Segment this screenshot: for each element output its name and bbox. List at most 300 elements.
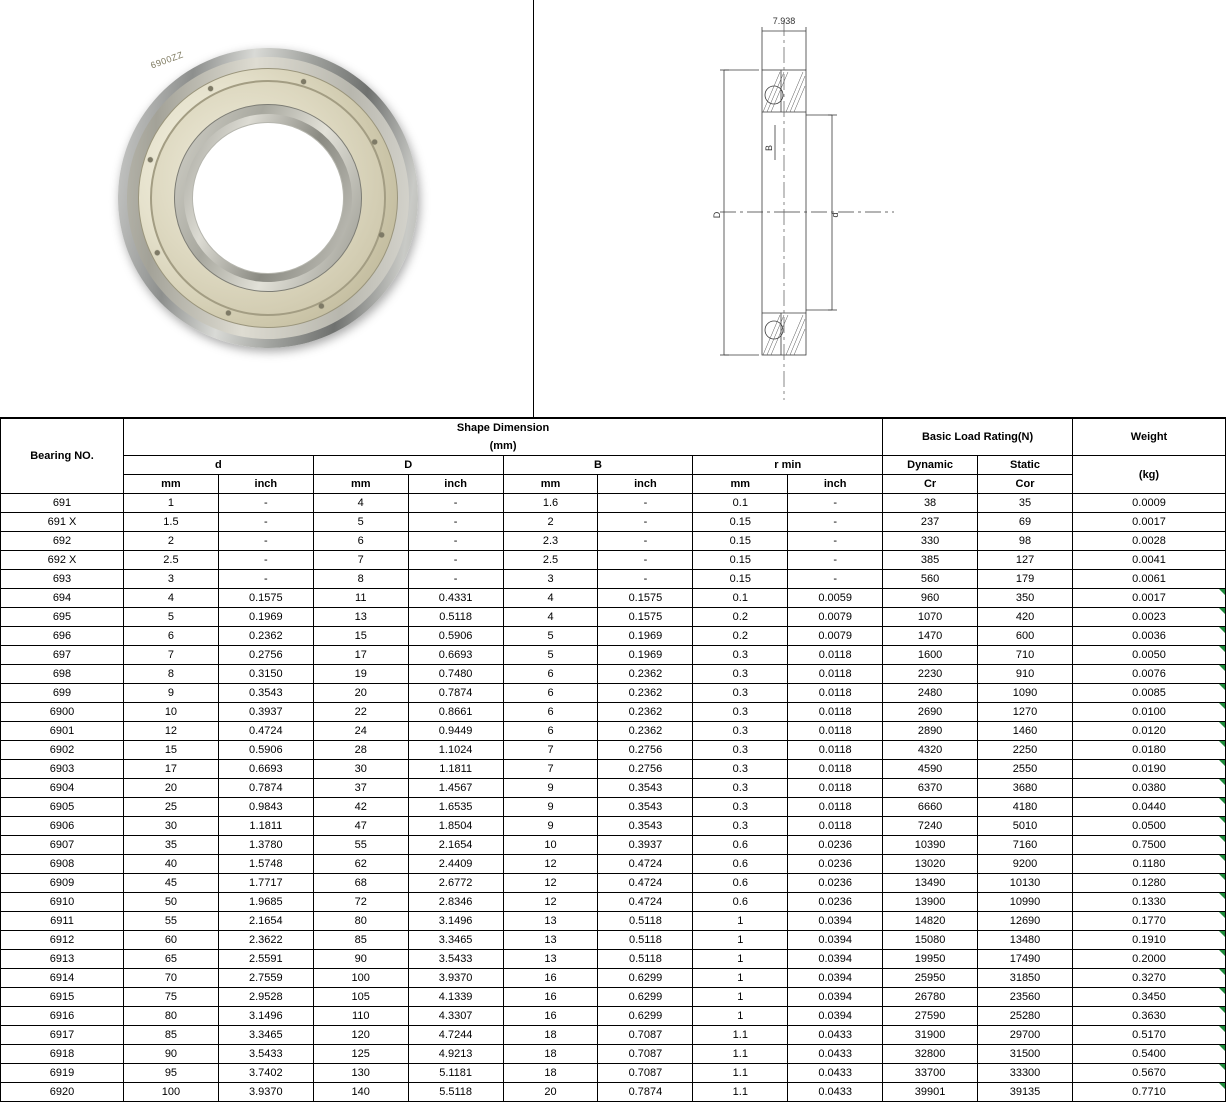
cell-d-inch: 0.1575: [218, 589, 313, 608]
illustration-area: [0, 0, 1226, 418]
cell-weight-kg: 0.1910: [1073, 931, 1226, 950]
cell-static-cor: 420: [978, 608, 1073, 627]
cell-r-mm: 0.6: [693, 874, 788, 893]
cell-D-inch: 1.4567: [408, 779, 503, 798]
cell-r-mm: 0.3: [693, 684, 788, 703]
cell-static-cor: 4180: [978, 798, 1073, 817]
cell-d-inch: -: [218, 532, 313, 551]
cell-D-inch: 3.1496: [408, 912, 503, 931]
cell-weight-kg: 0.3270: [1073, 969, 1226, 988]
cell-B-inch: 0.5118: [598, 912, 693, 931]
cell-d-inch: 0.9843: [218, 798, 313, 817]
cell-weight-kg: 0.0017: [1073, 513, 1226, 532]
cell-d-inch: -: [218, 513, 313, 532]
cell-d-inch: 0.7874: [218, 779, 313, 798]
cell-weight-kg: 0.0076: [1073, 665, 1226, 684]
cell-weight-kg: 0.0085: [1073, 684, 1226, 703]
cell-static-cor: 910: [978, 665, 1073, 684]
bearing-photo: [66, 0, 469, 400]
cell-bearing-no: 6903: [1, 760, 124, 779]
cell-dynamic-cr: 38: [883, 494, 978, 513]
cell-static-cor: 12690: [978, 912, 1073, 931]
cell-bearing-no: 6911: [1, 912, 124, 931]
cell-bearing-no: 6913: [1, 950, 124, 969]
cell-weight-kg: 0.7500: [1073, 836, 1226, 855]
table-row: [1, 627, 1226, 646]
cell-r-mm: 0.1: [693, 494, 788, 513]
header-B-mm: mm: [503, 475, 598, 494]
cell-weight-kg: 0.0440: [1073, 798, 1226, 817]
cell-D-inch: -: [408, 494, 503, 513]
cell-static-cor: 2550: [978, 760, 1073, 779]
cell-dynamic-cr: 2690: [883, 703, 978, 722]
cell-d-mm: 17: [124, 760, 219, 779]
header-weight-unit: (kg): [1073, 456, 1226, 494]
cell-dynamic-cr: 385: [883, 551, 978, 570]
cell-bearing-no: 6900: [1, 703, 124, 722]
cell-D-inch: 4.9213: [408, 1045, 503, 1064]
cell-D-inch: 3.9370: [408, 969, 503, 988]
cell-D-inch: 4.7244: [408, 1026, 503, 1045]
cell-static-cor: 127: [978, 551, 1073, 570]
cell-d-inch: 0.3150: [218, 665, 313, 684]
cell-weight-kg: 0.7710: [1073, 1083, 1226, 1102]
cell-B-mm: 13: [503, 931, 598, 950]
table-row: [1, 817, 1226, 836]
table-body: [1, 494, 1226, 1102]
cell-weight-kg: 0.0190: [1073, 760, 1226, 779]
cell-bearing-no: 691: [1, 494, 124, 513]
cell-B-mm: 5: [503, 646, 598, 665]
table-row: [1, 608, 1226, 627]
cell-r-mm: 0.3: [693, 779, 788, 798]
cell-dynamic-cr: 1470: [883, 627, 978, 646]
header-shape-dimension-unit: (mm): [489, 440, 517, 452]
cell-bearing-no: 692 X: [1, 551, 124, 570]
table-row: [1, 1007, 1226, 1026]
cell-B-inch: 0.5118: [598, 950, 693, 969]
cell-d-mm: 3: [124, 570, 219, 589]
cell-B-mm: 16: [503, 988, 598, 1007]
cross-section-drawing: [534, 0, 1226, 417]
cell-static-cor: 98: [978, 532, 1073, 551]
cell-bearing-no: 6908: [1, 855, 124, 874]
cell-r-mm: 0.1: [693, 589, 788, 608]
cell-D-inch: 2.6772: [408, 874, 503, 893]
cell-r-inch: 0.0118: [788, 703, 883, 722]
cell-r-inch: 0.0079: [788, 627, 883, 646]
cell-D-mm: 24: [313, 722, 408, 741]
cell-weight-kg: 0.0050: [1073, 646, 1226, 665]
table-row: [1, 741, 1226, 760]
cell-r-inch: 0.0236: [788, 893, 883, 912]
cell-r-mm: 1: [693, 1007, 788, 1026]
specification-table: [0, 418, 1226, 1102]
cell-D-mm: 140: [313, 1083, 408, 1102]
cell-B-inch: 0.1969: [598, 627, 693, 646]
table-row: [1, 589, 1226, 608]
cell-B-mm: 18: [503, 1045, 598, 1064]
cell-B-inch: 0.4724: [598, 855, 693, 874]
cell-bearing-no: 699: [1, 684, 124, 703]
cell-dynamic-cr: 960: [883, 589, 978, 608]
cell-static-cor: 2250: [978, 741, 1073, 760]
cell-B-mm: 6: [503, 684, 598, 703]
cell-d-inch: 2.5591: [218, 950, 313, 969]
table-row: [1, 646, 1226, 665]
cell-D-mm: 17: [313, 646, 408, 665]
cell-d-mm: 70: [124, 969, 219, 988]
cell-static-cor: 1460: [978, 722, 1073, 741]
cell-static-cor: 10990: [978, 893, 1073, 912]
cell-D-inch: -: [408, 532, 503, 551]
table-row: [1, 513, 1226, 532]
cell-d-mm: 75: [124, 988, 219, 1007]
table-row: [1, 950, 1226, 969]
cell-B-inch: -: [598, 513, 693, 532]
cell-D-mm: 62: [313, 855, 408, 874]
cell-B-inch: 0.5118: [598, 931, 693, 950]
cell-static-cor: 710: [978, 646, 1073, 665]
cell-d-mm: 80: [124, 1007, 219, 1026]
cell-r-mm: 1.1: [693, 1083, 788, 1102]
cell-B-inch: 0.3543: [598, 817, 693, 836]
cell-B-inch: 0.2362: [598, 722, 693, 741]
cell-weight-kg: 0.0009: [1073, 494, 1226, 513]
cell-D-mm: 13: [313, 608, 408, 627]
header-shape-dimension: [124, 419, 883, 456]
cell-B-inch: 0.2756: [598, 760, 693, 779]
cell-dynamic-cr: 39901: [883, 1083, 978, 1102]
cell-r-mm: 0.3: [693, 760, 788, 779]
cell-r-inch: 0.0433: [788, 1064, 883, 1083]
cell-D-inch: 4.3307: [408, 1007, 503, 1026]
outer-diameter-label: D: [712, 211, 722, 219]
cell-dynamic-cr: 2480: [883, 684, 978, 703]
cell-dynamic-cr: 10390: [883, 836, 978, 855]
cell-bearing-no: 693: [1, 570, 124, 589]
bearing-marking: 6900ZZ: [149, 49, 185, 71]
cell-B-inch: 0.3937: [598, 836, 693, 855]
cell-static-cor: 1090: [978, 684, 1073, 703]
cell-dynamic-cr: 27590: [883, 1007, 978, 1026]
cell-dynamic-cr: 14820: [883, 912, 978, 931]
cell-r-inch: 0.0433: [788, 1026, 883, 1045]
cell-r-inch: 0.0118: [788, 665, 883, 684]
cell-D-mm: 37: [313, 779, 408, 798]
cell-static-cor: 600: [978, 627, 1073, 646]
cell-weight-kg: 0.5170: [1073, 1026, 1226, 1045]
cell-D-mm: 22: [313, 703, 408, 722]
cell-d-mm: 2: [124, 532, 219, 551]
table-row: [1, 722, 1226, 741]
cell-dynamic-cr: 32800: [883, 1045, 978, 1064]
cell-r-mm: 0.3: [693, 798, 788, 817]
cell-d-mm: 10: [124, 703, 219, 722]
cell-D-inch: 3.3465: [408, 931, 503, 950]
cell-r-mm: 0.3: [693, 665, 788, 684]
cell-r-inch: 0.0236: [788, 855, 883, 874]
cell-r-inch: -: [788, 494, 883, 513]
cell-d-inch: 3.9370: [218, 1083, 313, 1102]
header-D-mm: mm: [313, 475, 408, 494]
cell-r-mm: 1: [693, 950, 788, 969]
header-D-inch: inch: [408, 475, 503, 494]
cell-d-mm: 65: [124, 950, 219, 969]
cell-d-inch: 3.3465: [218, 1026, 313, 1045]
cell-d-mm: 55: [124, 912, 219, 931]
cell-d-mm: 95: [124, 1064, 219, 1083]
table-row: [1, 1083, 1226, 1102]
cell-D-inch: 0.7480: [408, 665, 503, 684]
header-weight: Weight: [1073, 419, 1226, 456]
cell-D-inch: 0.5906: [408, 627, 503, 646]
cell-B-mm: 16: [503, 969, 598, 988]
cell-weight-kg: 0.0017: [1073, 589, 1226, 608]
header-B: B: [503, 456, 693, 475]
cell-B-mm: 12: [503, 874, 598, 893]
cell-d-mm: 85: [124, 1026, 219, 1045]
cell-d-inch: 0.1969: [218, 608, 313, 627]
cell-B-mm: 6: [503, 703, 598, 722]
cell-r-inch: 0.0118: [788, 817, 883, 836]
cell-static-cor: 31850: [978, 969, 1073, 988]
cell-d-mm: 90: [124, 1045, 219, 1064]
cell-bearing-no: 6906: [1, 817, 124, 836]
cell-static-cor: 7160: [978, 836, 1073, 855]
cell-d-mm: 1.5: [124, 513, 219, 532]
cell-bearing-no: 6905: [1, 798, 124, 817]
header-r-min: r min: [693, 456, 883, 475]
cell-B-mm: 13: [503, 912, 598, 931]
cell-D-mm: 19: [313, 665, 408, 684]
cell-r-mm: 0.3: [693, 703, 788, 722]
cell-weight-kg: 0.0023: [1073, 608, 1226, 627]
table-row: [1, 798, 1226, 817]
cell-bearing-no: 6919: [1, 1064, 124, 1083]
cell-d-mm: 1: [124, 494, 219, 513]
cell-static-cor: 39135: [978, 1083, 1073, 1102]
cell-B-mm: 18: [503, 1064, 598, 1083]
cell-weight-kg: 0.5400: [1073, 1045, 1226, 1064]
cell-D-inch: -: [408, 570, 503, 589]
cell-bearing-no: 6909: [1, 874, 124, 893]
cell-D-mm: 80: [313, 912, 408, 931]
cell-D-mm: 100: [313, 969, 408, 988]
cell-static-cor: 9200: [978, 855, 1073, 874]
cell-static-cor: 350: [978, 589, 1073, 608]
cell-r-inch: 0.0394: [788, 969, 883, 988]
cell-D-inch: 3.5433: [408, 950, 503, 969]
cell-D-inch: 2.4409: [408, 855, 503, 874]
cell-static-cor: 1270: [978, 703, 1073, 722]
cell-r-mm: 0.2: [693, 627, 788, 646]
cell-weight-kg: 0.0028: [1073, 532, 1226, 551]
cell-bearing-no: 6916: [1, 1007, 124, 1026]
cell-B-inch: -: [598, 551, 693, 570]
header-static: Static: [978, 456, 1073, 475]
table-row: [1, 665, 1226, 684]
header-d: d: [124, 456, 314, 475]
cell-B-mm: 9: [503, 798, 598, 817]
cell-D-inch: 0.4331: [408, 589, 503, 608]
cell-d-inch: 0.3543: [218, 684, 313, 703]
cell-r-inch: 0.0079: [788, 608, 883, 627]
cell-weight-kg: 0.0100: [1073, 703, 1226, 722]
cell-d-mm: 4: [124, 589, 219, 608]
cell-D-mm: 105: [313, 988, 408, 1007]
cell-r-inch: 0.0433: [788, 1045, 883, 1064]
cell-B-inch: 0.6299: [598, 969, 693, 988]
header-bearing-no: Bearing NO.: [1, 419, 124, 494]
cell-D-mm: 15: [313, 627, 408, 646]
cell-D-mm: 4: [313, 494, 408, 513]
cell-B-mm: 2.5: [503, 551, 598, 570]
cell-bearing-no: 6920: [1, 1083, 124, 1102]
cell-d-mm: 6: [124, 627, 219, 646]
cell-r-inch: 0.0394: [788, 1007, 883, 1026]
table-header-row-3: [1, 475, 1226, 494]
cell-D-mm: 11: [313, 589, 408, 608]
cell-d-inch: 2.1654: [218, 912, 313, 931]
table-row: [1, 1045, 1226, 1064]
inner-diameter-label: d: [830, 212, 840, 218]
cell-B-inch: -: [598, 532, 693, 551]
cell-d-mm: 30: [124, 817, 219, 836]
cell-d-inch: 3.1496: [218, 1007, 313, 1026]
cell-r-inch: 0.0118: [788, 646, 883, 665]
cell-D-mm: 120: [313, 1026, 408, 1045]
cell-d-mm: 100: [124, 1083, 219, 1102]
cell-r-mm: 0.2: [693, 608, 788, 627]
cell-B-mm: 9: [503, 817, 598, 836]
cell-r-mm: 0.3: [693, 817, 788, 836]
cell-bearing-no: 696: [1, 627, 124, 646]
table-header-row-2: [1, 456, 1226, 475]
cell-d-mm: 15: [124, 741, 219, 760]
table-row: [1, 836, 1226, 855]
cell-B-inch: 0.1969: [598, 646, 693, 665]
cell-d-inch: 3.7402: [218, 1064, 313, 1083]
header-D: D: [313, 456, 503, 475]
cell-d-mm: 12: [124, 722, 219, 741]
cell-D-mm: 72: [313, 893, 408, 912]
cell-weight-kg: 0.3450: [1073, 988, 1226, 1007]
cell-B-mm: 3: [503, 570, 598, 589]
width-label: B: [764, 144, 774, 152]
cell-static-cor: 29700: [978, 1026, 1073, 1045]
header-d-mm: mm: [124, 475, 219, 494]
cell-static-cor: 13480: [978, 931, 1073, 950]
cell-r-inch: 0.0118: [788, 798, 883, 817]
cell-bearing-no: 694: [1, 589, 124, 608]
cell-D-mm: 5: [313, 513, 408, 532]
top-dimension-label: 7.938: [772, 16, 796, 26]
cell-B-inch: 0.6299: [598, 1007, 693, 1026]
cell-D-mm: 90: [313, 950, 408, 969]
cell-B-mm: 5: [503, 627, 598, 646]
cell-r-mm: 0.15: [693, 532, 788, 551]
cell-D-inch: 1.6535: [408, 798, 503, 817]
cell-r-mm: 1: [693, 988, 788, 1007]
cell-d-mm: 50: [124, 893, 219, 912]
cell-r-mm: 1.1: [693, 1045, 788, 1064]
cell-B-inch: 0.4724: [598, 874, 693, 893]
cell-bearing-no: 6910: [1, 893, 124, 912]
cell-D-mm: 130: [313, 1064, 408, 1083]
bearing-photo-pane: [0, 0, 534, 417]
cell-dynamic-cr: 2890: [883, 722, 978, 741]
cell-r-mm: 1.1: [693, 1064, 788, 1083]
cell-D-mm: 6: [313, 532, 408, 551]
cell-B-inch: 0.6299: [598, 988, 693, 1007]
cell-d-inch: 0.4724: [218, 722, 313, 741]
table-row: [1, 494, 1226, 513]
cell-B-mm: 6: [503, 665, 598, 684]
cell-B-inch: 0.7874: [598, 1083, 693, 1102]
cell-weight-kg: 0.0180: [1073, 741, 1226, 760]
cell-dynamic-cr: 330: [883, 532, 978, 551]
cell-B-mm: 13: [503, 950, 598, 969]
cell-bearing-no: 6901: [1, 722, 124, 741]
header-basic-load-rating: Basic Load Rating(N): [883, 419, 1073, 456]
cell-weight-kg: 0.0120: [1073, 722, 1226, 741]
cell-B-mm: 4: [503, 608, 598, 627]
cell-B-mm: 12: [503, 893, 598, 912]
cell-D-inch: 5.1181: [408, 1064, 503, 1083]
cell-D-inch: 0.9449: [408, 722, 503, 741]
cell-r-mm: 0.3: [693, 722, 788, 741]
cell-dynamic-cr: 237: [883, 513, 978, 532]
bearing-drawing-pane: [534, 0, 1226, 417]
cell-d-inch: 0.2756: [218, 646, 313, 665]
table-row: [1, 855, 1226, 874]
cell-r-mm: 1: [693, 912, 788, 931]
cell-r-inch: 0.0059: [788, 589, 883, 608]
cell-B-mm: 7: [503, 760, 598, 779]
cell-D-mm: 47: [313, 817, 408, 836]
cell-dynamic-cr: 13900: [883, 893, 978, 912]
header-dynamic: Dynamic: [883, 456, 978, 475]
cell-dynamic-cr: 26780: [883, 988, 978, 1007]
cell-B-inch: 0.2756: [598, 741, 693, 760]
cell-D-inch: -: [408, 551, 503, 570]
cell-dynamic-cr: 15080: [883, 931, 978, 950]
cell-D-mm: 42: [313, 798, 408, 817]
cell-D-inch: 1.8504: [408, 817, 503, 836]
cell-r-inch: -: [788, 513, 883, 532]
cell-B-mm: 16: [503, 1007, 598, 1026]
cell-d-inch: 0.6693: [218, 760, 313, 779]
cell-d-inch: 1.9685: [218, 893, 313, 912]
cell-weight-kg: 0.1180: [1073, 855, 1226, 874]
cell-r-mm: 1.1: [693, 1026, 788, 1045]
cell-B-inch: 0.3543: [598, 798, 693, 817]
cell-d-mm: 9: [124, 684, 219, 703]
cell-D-mm: 85: [313, 931, 408, 950]
table-row: [1, 1064, 1226, 1083]
cell-d-inch: 0.5906: [218, 741, 313, 760]
header-r-inch: inch: [788, 475, 883, 494]
cell-dynamic-cr: 33700: [883, 1064, 978, 1083]
cell-D-mm: 28: [313, 741, 408, 760]
cell-B-mm: 2: [503, 513, 598, 532]
cell-D-inch: 0.7874: [408, 684, 503, 703]
cell-static-cor: 23560: [978, 988, 1073, 1007]
cell-bearing-no: 6915: [1, 988, 124, 1007]
table-row: [1, 760, 1226, 779]
cell-d-mm: 35: [124, 836, 219, 855]
